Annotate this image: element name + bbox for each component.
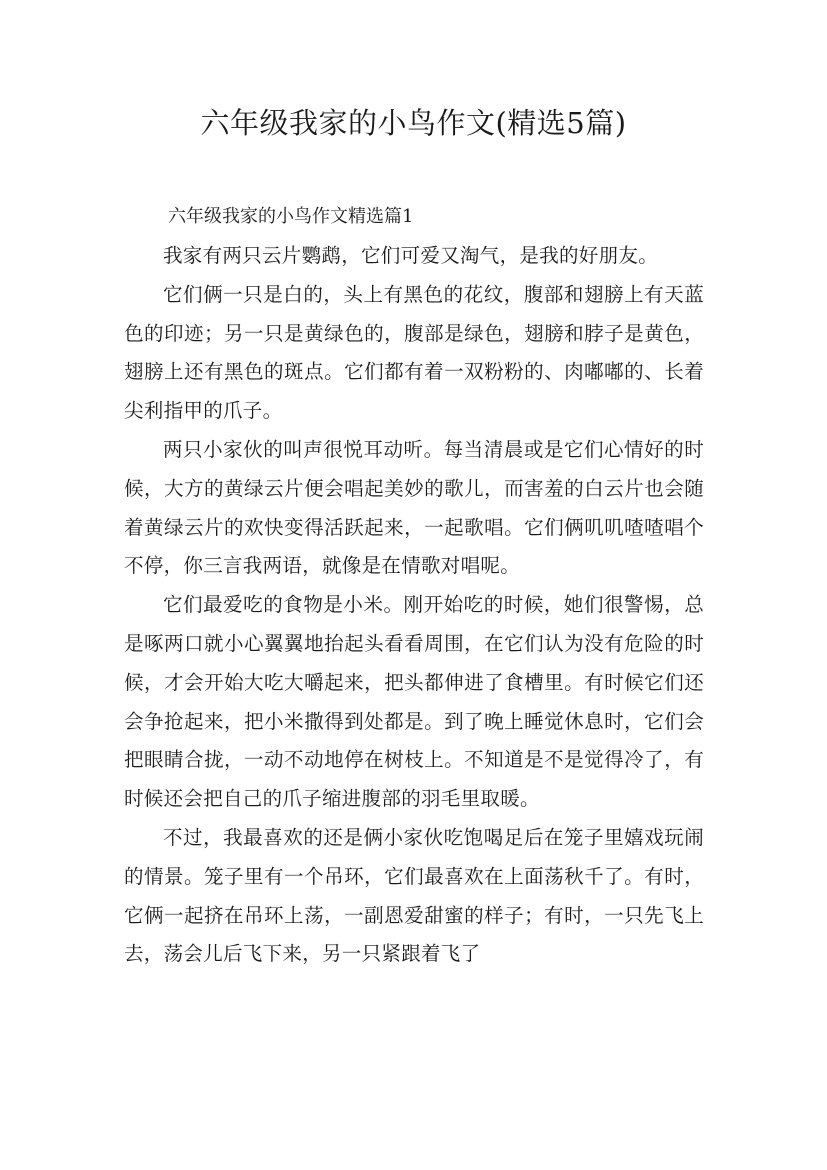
paragraph-1: 我家有两只云片鹦鹉，它们可爱又淘气，是我的好朋友。 [163, 244, 659, 267]
paragraph-4: 它们最爱吃的食物是小米。刚开始吃的时候，她们很警惕，总是啄两口就小心翼翼地抬起头看看周围，在它们认为没有危险的时候，才会开始大吃大嚼起来，把头都伸进了食槽里。有时候它们还会争抢起来，把小米撒得到处都是。到了晚上睡觉休息时，它们会把眼睛合拢，一动不动地停在树枝上。不知道是不是觉得冷了，有时候还会把自己的爪子缩进腹部的羽毛里取暖。 [124, 593, 704, 811]
paragraph-3: 两只小家伙的叫声很悦耳动听。每当清晨或是它们心情好的时候，大方的黄绿云片便会唱起美妙的歌儿，而害羞的白云片也会随着黄绿云片的欢快变得活跃起来，一起歌唱。它们俩叽叽喳喳唱个不停，你三言我两语，就像是在情歌对唱呢。 [124, 437, 704, 578]
paragraph-2: 它们俩一只是白的，头上有黑色的花纹，腹部和翅膀上有天蓝色的印迹；另一只是黄绿色的，腹部是绿色，翅膀和脖子是黄色，翅膀上还有黑色的斑点。它们都有着一双粉粉的、肉嘟嘟的、长着尖利指甲的爪子。 [124, 282, 704, 423]
paragraph-5: 不过，我最喜欢的还是俩小家伙吃饱喝足后在笼子里嬉戏玩闹的情景。笼子里有一个吊环，它们最喜欢在上面荡秋千了。有时，它俩一起挤在吊环上荡，一副恩爱甜蜜的样子；有时，一只先飞上去，荡会儿后飞下来，另一只紧跟着飞了 [124, 825, 704, 966]
section-heading: 六年级我家的小鸟作文精选篇1 [168, 206, 414, 227]
document-body [124, 197, 704, 974]
document-title: 六年级我家的小鸟作文(精选5篇) [200, 106, 627, 140]
